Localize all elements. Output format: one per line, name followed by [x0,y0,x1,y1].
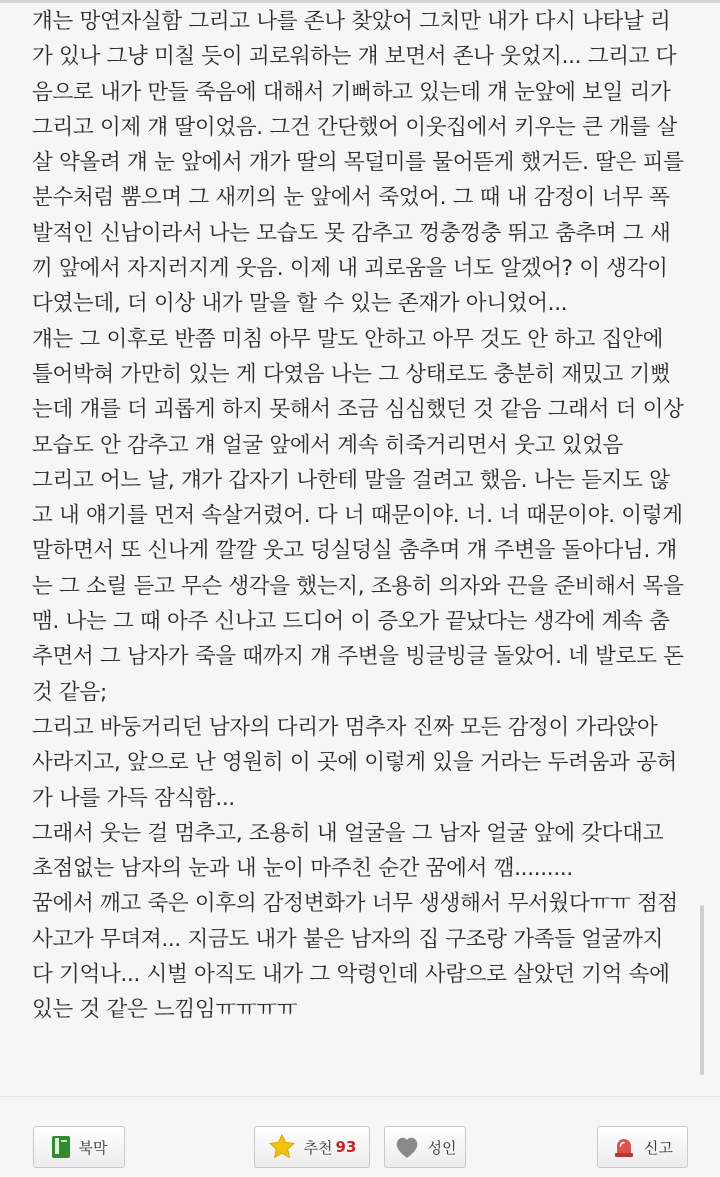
post-text-line: 살 약올려 걔 눈 앞에서 개가 딸의 목덜미를 물어뜯게 했거든. 딸은 피를 [32,150,684,176]
post-text-line: 있는 것 같은 느낌임ㅠㅠㅠㅠ [32,997,298,1023]
post-text-line: 틀어박혀 가만히 있는 게 다였음 나는 그 상태로도 충분히 재밌고 기뻤 [32,361,671,387]
post-text-line: 맴. 나는 그 때 아주 신나고 드디어 이 증오가 끝났다는 생각에 계속 춤 [32,609,670,635]
footer-divider [0,1096,720,1097]
adult-button[interactable] [384,1126,466,1168]
post-text-line: 사라지고, 앞으로 난 영원히 이 곳에 이렇게 있을 거라는 두려움과 공허 [32,750,678,776]
post-text-line: 음으로 내가 만들 죽음에 대해서 기뻐하고 있는데 걔 눈앞에 보일 리가 [32,79,671,105]
book-icon [51,1135,71,1159]
bookmark-label: 북막 [78,1138,108,1157]
post-text-line: 초점없는 남자의 눈과 내 눈이 마주친 순간 꿈에서 깸......... [32,856,573,882]
top-divider [0,0,720,3]
post-text-line: 발적인 신남이라서 나는 모습도 못 감추고 껑충껑충 뛰고 춤추며 그 새 [32,220,671,246]
recommend-count: 93 [335,1138,357,1156]
post-text-line: 말하면서 또 신나게 깔깔 웃고 덩실덩실 춤추며 걔 주변을 돌아다님. 걔 [32,538,678,564]
bookmark-button[interactable] [33,1126,125,1168]
post-text-line: 분수처럼 뿜으며 그 새끼의 눈 앞에서 죽었어. 그 때 내 감정이 너무 폭 [32,185,670,211]
report-label: 신고 [644,1138,673,1157]
post-text-line: 그리고 이제 걔 딸이었음. 그건 간단했어 이웃집에서 키우는 큰 개를 살 [32,114,678,140]
report-button[interactable] [597,1126,688,1168]
post-text-line: 는데 걔를 더 괴롭게 하지 못해서 조금 심심했던 것 같음 그래서 더 이상 [32,397,684,423]
post-text-line: 가 나를 가득 잠식함... [32,785,235,811]
post-body [32,4,702,1028]
post-text-line: 그래서 웃는 걸 멈추고, 조용히 내 얼굴을 그 남자 얼굴 앞에 갖다대고 [32,820,664,846]
post-text-line: 끼 앞에서 자지러지게 웃음. 이제 내 괴로움을 너도 알겠어? 이 생각이 [32,256,668,282]
heart-icon [394,1135,420,1159]
adult-label: 성인 [427,1138,457,1157]
recommend-label: 추천 [303,1138,333,1157]
post-text-line: 그리고 바둥거리던 남자의 다리가 멈추자 진짜 모든 감정이 가라앉아 [32,714,658,740]
post-text-line: 는 그 소릴 듣고 무슨 생각을 했는지, 조용히 의자와 끈을 준비해서 목을 [32,573,684,599]
post-text-line: 가 있나 그냥 미칠 듯이 괴로워하는 걔 보면서 존나 웃었지... 그리고 다 [32,44,677,70]
post-text-line: 꿈에서 깨고 죽은 이후의 감정변화가 너무 생생해서 무서웠다ㅠㅠ 점점 [32,891,678,917]
post-text-line: 사고가 무뎌져... 지금도 내가 붙은 남자의 집 구조랑 가족들 얼굴까지 [32,926,664,952]
recommend-button[interactable] [254,1126,370,1168]
star-icon [268,1133,296,1161]
post-text-line: 것 같음; [32,679,107,705]
post-text-line: 모습도 안 감추고 걔 얼굴 앞에서 계속 히죽거리면서 웃고 있었음 [32,432,624,458]
siren-icon [612,1135,636,1159]
post-text-line: 다 기억나... 시벌 아직도 내가 그 악령인데 사람으로 살았던 기억 속에 [32,962,670,988]
post-text-line: 추면서 그 남자가 죽을 때까지 걔 주변을 빙글빙글 돌았어. 네 발로도 돈 [32,644,684,670]
post-text-line: 다였는데, 더 이상 내가 말을 할 수 있는 존재가 아니었어... [32,291,568,317]
post-text-line: 걔는 망연자실함 그리고 나를 존나 찾았어 그치만 내가 다시 나타날 리 [32,9,671,34]
post-text-line: 고 내 얘기를 먼저 속살거렸어. 다 너 때문이야. 너. 너 때문이야. 이렇게 [32,503,683,529]
post-text-line: 그리고 어느 날, 걔가 갑자기 나한테 말을 걸려고 했음. 나는 듣지도 않 [32,467,670,493]
scrollbar-thumb[interactable] [700,905,704,1075]
post-text-line: 걔는 그 이후로 반쯤 미침 아무 말도 안하고 아무 것도 안 하고 집안에 [32,326,664,352]
